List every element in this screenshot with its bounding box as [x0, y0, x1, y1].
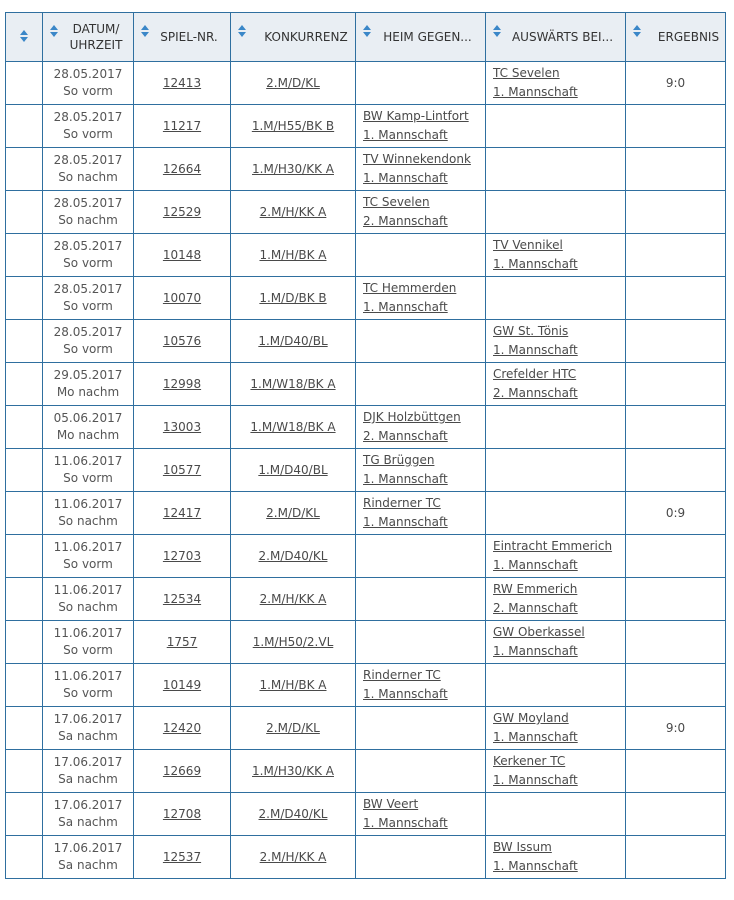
match-time: So nachm: [58, 170, 118, 184]
auswaerts-cell: [486, 277, 626, 320]
table-row: [6, 707, 726, 750]
result-value: 0:9: [665, 506, 686, 520]
match-number-link[interactable]: 10148: [162, 248, 202, 262]
ergebnis-cell: [626, 191, 726, 234]
match-number-link[interactable]: 12413: [162, 76, 202, 90]
heim-cell: [356, 449, 486, 492]
select-cell[interactable]: [6, 363, 43, 406]
match-date: 17.06.2017: [53, 755, 123, 769]
ergebnis-cell: [626, 621, 726, 664]
date-cell: [43, 750, 134, 793]
match-date: 17.06.2017: [53, 841, 123, 855]
away-team-link[interactable]: 1. Mannschaft: [493, 257, 578, 271]
match-number-link[interactable]: 12420: [162, 721, 202, 735]
competition-link[interactable]: 1.M/W18/BK A: [250, 377, 336, 391]
header-label: KONKURRENZ: [264, 30, 348, 44]
select-cell[interactable]: [6, 664, 43, 707]
match-time: So nachm: [58, 600, 118, 614]
home-club-link[interactable]: BW Veert: [363, 797, 419, 811]
match-number-link[interactable]: 12708: [162, 807, 202, 821]
date-cell: [43, 535, 134, 578]
match-time: So vorm: [63, 342, 113, 356]
spielnr-cell: [134, 492, 231, 535]
spielnr-cell: [134, 578, 231, 621]
match-date: 28.05.2017: [53, 282, 123, 296]
away-team-link[interactable]: 1. Mannschaft: [493, 343, 578, 357]
heim-cell: [356, 707, 486, 750]
table-row: [6, 750, 726, 793]
konkurrenz-cell: [231, 277, 356, 320]
konkurrenz-cell: [231, 320, 356, 363]
home-team-link[interactable]: 2. Mannschaft: [363, 214, 448, 228]
table-row: [6, 363, 726, 406]
match-date: 17.06.2017: [53, 798, 123, 812]
table-row: [6, 105, 726, 148]
spielnr-cell: [134, 105, 231, 148]
match-time: Sa nachm: [58, 815, 118, 829]
home-club-link[interactable]: Rinderner TC: [363, 668, 441, 682]
header-label: HEIM GEGEN...: [383, 30, 472, 44]
match-date: 11.06.2017: [53, 669, 123, 683]
home-team-link[interactable]: 2. Mannschaft: [363, 429, 448, 443]
match-time: So nachm: [58, 514, 118, 528]
home-club-link[interactable]: TV Winnekendonk: [363, 152, 471, 166]
konkurrenz-cell: [231, 105, 356, 148]
away-club-link[interactable]: Eintracht Emmerich: [493, 539, 613, 553]
away-team-link[interactable]: 1. Mannschaft: [493, 859, 578, 873]
home-team-link[interactable]: 1. Mannschaft: [363, 128, 448, 142]
table-row: [6, 62, 726, 105]
away-club-link[interactable]: GW Moyland: [493, 711, 569, 725]
spielnr-cell: [134, 535, 231, 578]
ergebnis-cell: [626, 320, 726, 363]
away-club-link[interactable]: TV Vennikel: [493, 238, 563, 252]
heim-cell: [356, 750, 486, 793]
sort-icon[interactable]: [633, 25, 641, 39]
spielnr-cell: [134, 277, 231, 320]
column-header-ergebnis[interactable]: [626, 13, 726, 62]
table-row: [6, 664, 726, 707]
competition-link[interactable]: 1.M/H30/KK A: [252, 764, 334, 778]
ergebnis-cell: [626, 277, 726, 320]
spielnr-cell: [134, 836, 231, 879]
ergebnis-cell: [626, 535, 726, 578]
home-club-link[interactable]: TC Hemmerden: [363, 281, 457, 295]
competition-link[interactable]: 2.M/D/KL: [266, 721, 320, 735]
konkurrenz-cell: [231, 449, 356, 492]
ergebnis-cell: [626, 836, 726, 879]
table-row: [6, 406, 726, 449]
competition-link[interactable]: 1.M/H/BK A: [259, 248, 327, 262]
auswaerts-cell: [486, 320, 626, 363]
date-cell: [43, 836, 134, 879]
sort-icon[interactable]: [238, 25, 246, 39]
away-club-link[interactable]: TC Sevelen: [493, 66, 560, 80]
date-cell: [43, 320, 134, 363]
competition-link[interactable]: 2.M/D/KL: [266, 506, 320, 520]
select-cell[interactable]: [6, 449, 43, 492]
konkurrenz-cell: [231, 62, 356, 105]
select-cell[interactable]: [6, 234, 43, 277]
away-team-link[interactable]: 1. Mannschaft: [493, 85, 578, 99]
ergebnis-cell: [626, 363, 726, 406]
match-number-link[interactable]: 11217: [162, 119, 202, 133]
heim-cell: [356, 535, 486, 578]
auswaerts-cell: [486, 750, 626, 793]
competition-link[interactable]: 1.M/H/BK A: [259, 678, 327, 692]
select-cell[interactable]: [6, 578, 43, 621]
match-number-link[interactable]: 10576: [162, 334, 202, 348]
away-team-link[interactable]: 2. Mannschaft: [493, 601, 578, 615]
select-cell[interactable]: [6, 492, 43, 535]
spielnr-cell: [134, 148, 231, 191]
match-time: So nachm: [58, 213, 118, 227]
ergebnis-cell: [626, 148, 726, 191]
competition-link[interactable]: 2.M/H/KK A: [259, 205, 327, 219]
match-time: Sa nachm: [58, 729, 118, 743]
heim-cell: [356, 621, 486, 664]
konkurrenz-cell: [231, 191, 356, 234]
match-date: 28.05.2017: [53, 196, 123, 210]
sort-icon[interactable]: [141, 25, 149, 39]
away-club-link[interactable]: GW St. Tönis: [493, 324, 569, 338]
select-cell[interactable]: [6, 277, 43, 320]
match-date: 11.06.2017: [53, 626, 123, 640]
spielnr-cell: [134, 621, 231, 664]
date-cell: [43, 363, 134, 406]
match-number-link[interactable]: 1757: [166, 635, 198, 649]
select-cell[interactable]: [6, 535, 43, 578]
auswaerts-cell: [486, 578, 626, 621]
select-cell[interactable]: [6, 62, 43, 105]
sort-icon[interactable]: [363, 25, 371, 39]
konkurrenz-cell: [231, 664, 356, 707]
home-team-link[interactable]: 1. Mannschaft: [363, 472, 448, 486]
table-row: [6, 148, 726, 191]
date-cell: [43, 277, 134, 320]
ergebnis-cell: [626, 234, 726, 277]
konkurrenz-cell: [231, 621, 356, 664]
ergebnis-cell: [626, 105, 726, 148]
match-date: 11.06.2017: [53, 497, 123, 511]
konkurrenz-cell: [231, 363, 356, 406]
spielnr-cell: [134, 191, 231, 234]
date-cell: [43, 406, 134, 449]
auswaerts-cell: [486, 793, 626, 836]
match-date: 28.05.2017: [53, 153, 123, 167]
konkurrenz-cell: [231, 148, 356, 191]
spielnr-cell: [134, 750, 231, 793]
home-team-link[interactable]: 1. Mannschaft: [363, 816, 448, 830]
select-cell[interactable]: [6, 750, 43, 793]
match-time: Sa nachm: [58, 858, 118, 872]
konkurrenz-cell: [231, 750, 356, 793]
table-row: [6, 449, 726, 492]
away-team-link[interactable]: 1. Mannschaft: [493, 730, 578, 744]
heim-cell: [356, 578, 486, 621]
heim-cell: [356, 793, 486, 836]
table-row: [6, 793, 726, 836]
competition-link[interactable]: 2.M/H/KK A: [259, 850, 327, 864]
heim-cell: [356, 664, 486, 707]
column-header-heim[interactable]: [356, 13, 486, 62]
table-row: [6, 836, 726, 879]
competition-link[interactable]: 1.M/D/BK B: [259, 291, 327, 305]
ergebnis-cell: [626, 62, 726, 105]
match-time: Mo nachm: [56, 385, 120, 399]
match-table: [5, 12, 726, 879]
date-cell: [43, 578, 134, 621]
konkurrenz-cell: [231, 707, 356, 750]
match-number-link[interactable]: 12664: [162, 162, 202, 176]
match-time: So vorm: [63, 557, 113, 571]
date-cell: [43, 793, 134, 836]
match-number-link[interactable]: 10070: [162, 291, 202, 305]
auswaerts-cell: [486, 621, 626, 664]
match-date: 28.05.2017: [53, 325, 123, 339]
match-time: Sa nachm: [58, 772, 118, 786]
auswaerts-cell: [486, 105, 626, 148]
competition-link[interactable]: 2.M/H/KK A: [259, 592, 327, 606]
match-number-link[interactable]: 10149: [162, 678, 202, 692]
table-row: [6, 320, 726, 363]
auswaerts-cell: [486, 836, 626, 879]
match-number-link[interactable]: 10577: [162, 463, 202, 477]
konkurrenz-cell: [231, 578, 356, 621]
auswaerts-cell: [486, 707, 626, 750]
sort-icon[interactable]: [493, 25, 501, 39]
select-cell[interactable]: [6, 406, 43, 449]
konkurrenz-cell: [231, 492, 356, 535]
table-row: [6, 535, 726, 578]
konkurrenz-cell: [231, 406, 356, 449]
ergebnis-cell: [626, 578, 726, 621]
spielnr-cell: [134, 793, 231, 836]
match-number-link[interactable]: 13003: [162, 420, 202, 434]
match-date: 11.06.2017: [53, 583, 123, 597]
auswaerts-cell: [486, 449, 626, 492]
spielnr-cell: [134, 664, 231, 707]
competition-link[interactable]: 2.M/D40/KL: [258, 549, 328, 563]
auswaerts-cell: [486, 62, 626, 105]
auswaerts-cell: [486, 492, 626, 535]
header-label: ERGEBNIS: [657, 30, 720, 44]
table-row: [6, 277, 726, 320]
table-row: [6, 234, 726, 277]
away-club-link[interactable]: GW Oberkassel: [493, 625, 585, 639]
match-number-link[interactable]: 12534: [162, 592, 202, 606]
auswaerts-cell: [486, 148, 626, 191]
ergebnis-cell: [626, 492, 726, 535]
heim-cell: [356, 320, 486, 363]
away-team-link[interactable]: 1. Mannschaft: [493, 773, 578, 787]
auswaerts-cell: [486, 406, 626, 449]
konkurrenz-cell: [231, 535, 356, 578]
sort-icon[interactable]: [50, 25, 58, 39]
auswaerts-cell: [486, 234, 626, 277]
table-row: [6, 191, 726, 234]
ergebnis-cell: [626, 406, 726, 449]
select-cell[interactable]: [6, 793, 43, 836]
ergebnis-cell: [626, 750, 726, 793]
match-time: So vorm: [63, 643, 113, 657]
table-row: [6, 621, 726, 664]
home-team-link[interactable]: 1. Mannschaft: [363, 687, 448, 701]
table-row: [6, 578, 726, 621]
auswaerts-cell: [486, 535, 626, 578]
konkurrenz-cell: [231, 836, 356, 879]
competition-link[interactable]: 1.M/H55/BK B: [251, 119, 335, 133]
result-value: 9:0: [665, 76, 686, 90]
date-cell: [43, 105, 134, 148]
heim-cell: [356, 148, 486, 191]
match-number-link[interactable]: 12703: [162, 549, 202, 563]
column-header-auswaerts[interactable]: [486, 13, 626, 62]
home-team-link[interactable]: 1. Mannschaft: [363, 171, 448, 185]
spielnr-cell: [134, 449, 231, 492]
select-cell[interactable]: [6, 621, 43, 664]
away-club-link[interactable]: BW Issum: [493, 840, 552, 854]
heim-cell: [356, 363, 486, 406]
match-time: So vorm: [63, 686, 113, 700]
select-cell[interactable]: [6, 707, 43, 750]
competition-link[interactable]: 1.M/D40/BL: [258, 334, 328, 348]
match-date: 05.06.2017: [53, 411, 123, 425]
column-header-konkurrenz[interactable]: [231, 13, 356, 62]
spielnr-cell: [134, 62, 231, 105]
spielnr-cell: [134, 234, 231, 277]
match-date: 17.06.2017: [53, 712, 123, 726]
match-number-link[interactable]: 12669: [162, 764, 202, 778]
heim-cell: [356, 191, 486, 234]
spielnr-cell: [134, 707, 231, 750]
heim-cell: [356, 406, 486, 449]
column-header-datum[interactable]: [43, 13, 134, 62]
select-cell[interactable]: [6, 836, 43, 879]
ergebnis-cell: [626, 707, 726, 750]
ergebnis-cell: [626, 664, 726, 707]
header-label: DATUM/ UHRZEIT: [69, 22, 123, 52]
select-cell[interactable]: [6, 105, 43, 148]
heim-cell: [356, 492, 486, 535]
date-cell: [43, 664, 134, 707]
date-cell: [43, 62, 134, 105]
match-time: Mo nachm: [56, 428, 120, 442]
ergebnis-cell: [626, 793, 726, 836]
heim-cell: [356, 836, 486, 879]
match-time: So vorm: [63, 299, 113, 313]
heim-cell: [356, 277, 486, 320]
match-time: So vorm: [63, 256, 113, 270]
spielnr-cell: [134, 363, 231, 406]
match-number-link[interactable]: 12537: [162, 850, 202, 864]
home-club-link[interactable]: TG Brüggen: [363, 453, 435, 467]
home-club-link[interactable]: DJK Holzbüttgen: [363, 410, 461, 424]
home-club-link[interactable]: BW Kamp-Lintfort: [363, 109, 469, 123]
match-time: So vorm: [63, 471, 113, 485]
header-label: SPIEL-NR.: [160, 30, 218, 44]
away-club-link[interactable]: Kerkener TC: [493, 754, 566, 768]
match-date: 11.06.2017: [53, 540, 123, 554]
match-date: 28.05.2017: [53, 67, 123, 81]
home-club-link[interactable]: TC Sevelen: [363, 195, 430, 209]
date-cell: [43, 191, 134, 234]
competition-link[interactable]: 1.M/H50/2.VL: [252, 635, 334, 649]
home-team-link[interactable]: 1. Mannschaft: [363, 515, 448, 529]
competition-link[interactable]: 1.M/H30/KK A: [252, 162, 334, 176]
konkurrenz-cell: [231, 793, 356, 836]
match-time: So vorm: [63, 84, 113, 98]
heim-cell: [356, 62, 486, 105]
auswaerts-cell: [486, 664, 626, 707]
sort-icon[interactable]: [20, 30, 28, 44]
select-cell[interactable]: [6, 320, 43, 363]
header-row: [6, 13, 726, 62]
match-date: 11.06.2017: [53, 454, 123, 468]
away-club-link[interactable]: Crefelder HTC: [493, 367, 577, 381]
header-label: AUSWÄRTS BEI...: [511, 30, 614, 44]
away-club-link[interactable]: RW Emmerich: [493, 582, 578, 596]
date-cell: [43, 707, 134, 750]
home-team-link[interactable]: 1. Mannschaft: [363, 300, 448, 314]
table-row: [6, 492, 726, 535]
spielnr-cell: [134, 406, 231, 449]
match-number-link[interactable]: 12417: [162, 506, 202, 520]
date-cell: [43, 234, 134, 277]
heim-cell: [356, 234, 486, 277]
ergebnis-cell: [626, 449, 726, 492]
column-header-select[interactable]: [6, 13, 43, 62]
competition-link[interactable]: 2.M/D40/KL: [258, 807, 328, 821]
away-team-link[interactable]: 1. Mannschaft: [493, 644, 578, 658]
competition-link[interactable]: 1.M/W18/BK A: [250, 420, 336, 434]
home-club-link[interactable]: Rinderner TC: [363, 496, 441, 510]
heim-cell: [356, 105, 486, 148]
date-cell: [43, 492, 134, 535]
match-number-link[interactable]: 12998: [162, 377, 202, 391]
spielnr-cell: [134, 320, 231, 363]
away-team-link[interactable]: 1. Mannschaft: [493, 558, 578, 572]
column-header-spielnr[interactable]: [134, 13, 231, 62]
match-number-link[interactable]: 12529: [162, 205, 202, 219]
auswaerts-cell: [486, 191, 626, 234]
auswaerts-cell: [486, 363, 626, 406]
select-cell[interactable]: [6, 191, 43, 234]
match-date: 28.05.2017: [53, 239, 123, 253]
match-date: 29.05.2017: [53, 368, 123, 382]
competition-link[interactable]: 2.M/D/KL: [266, 76, 320, 90]
match-time: So vorm: [63, 127, 113, 141]
select-cell[interactable]: [6, 148, 43, 191]
konkurrenz-cell: [231, 234, 356, 277]
date-cell: [43, 148, 134, 191]
match-date: 28.05.2017: [53, 110, 123, 124]
away-team-link[interactable]: 2. Mannschaft: [493, 386, 578, 400]
date-cell: [43, 621, 134, 664]
result-value: 9:0: [665, 721, 686, 735]
competition-link[interactable]: 1.M/D40/BL: [258, 463, 328, 477]
date-cell: [43, 449, 134, 492]
